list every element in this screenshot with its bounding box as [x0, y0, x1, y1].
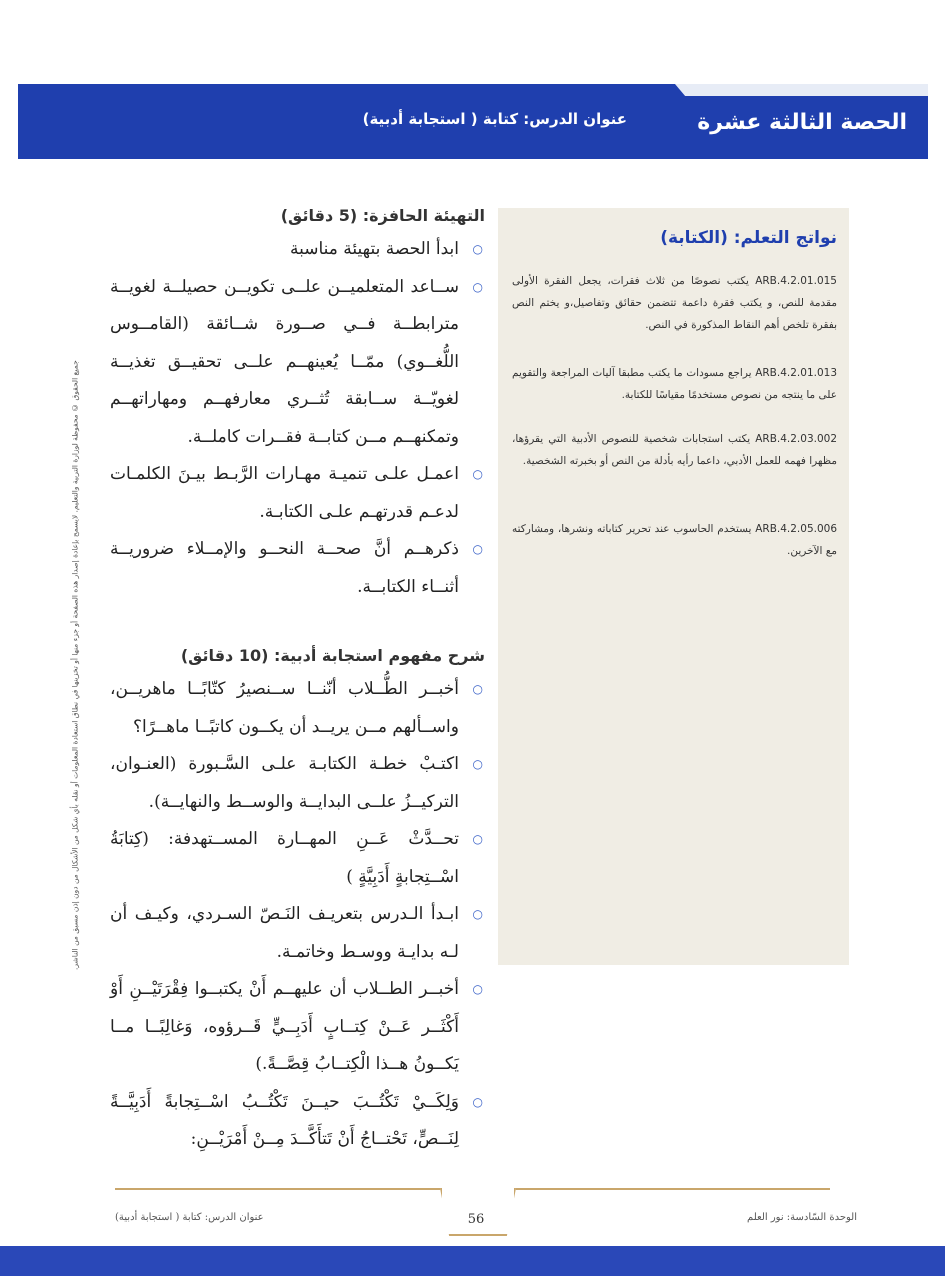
- outcome-item: [512, 518, 837, 562]
- footer-lesson: عنوان الدرس: كتابة ( استجابة أدبية): [115, 1212, 264, 1223]
- ring-bullet-icon: ○: [472, 832, 483, 846]
- list-item: [110, 896, 485, 971]
- outcome-code: ARB.4.2.01.013: [755, 367, 837, 379]
- list-item: [110, 531, 485, 606]
- explain-list: [110, 671, 485, 1159]
- ring-bullet-icon: ○: [472, 907, 483, 921]
- warmup-list: [110, 231, 485, 606]
- outcome-code: ARB.4.2.01.015: [755, 275, 837, 287]
- ring-bullet-icon: ○: [472, 982, 483, 996]
- explain-section: [110, 646, 485, 1159]
- outcome-text: يراجع مسودات ما يكتب مطبقا آليات المراجعة والتقويم على ما ينتجه من نصوص مستخدمًا مقياسًا للكتابة.: [512, 367, 837, 401]
- outcome-item: [512, 270, 837, 336]
- ring-bullet-icon: ○: [472, 279, 483, 294]
- header-banner-accent: [675, 84, 928, 96]
- outcome-text: يستخدم الحاسوب عند تحرير كتاباته ونشرها، ومشاركته مع الآخرين.: [512, 523, 837, 557]
- ring-bullet-icon: ○: [472, 242, 483, 256]
- list-item: [110, 671, 485, 746]
- page-number: 56: [467, 1212, 485, 1227]
- session-title: الحصة الثالثة عشرة: [697, 110, 907, 135]
- outcome-code: ARB.4.2.03.002: [755, 433, 838, 445]
- ring-bullet-icon: ○: [472, 757, 483, 771]
- list-item: [110, 231, 485, 269]
- list-item: [110, 821, 485, 896]
- list-item-text: اكتـبْ خطـة الكتابـة علـى السَّـبورة (العنـوان، التركيــزُ علــى البدايــة والوســط والنهايــة).: [110, 754, 459, 812]
- learning-outcomes-title: نواتج التعلم: (الكتابة): [660, 228, 837, 248]
- list-item-text: أخبــر الطُّــلاب أنّنــا ســنصيرُ كتّابًــا ماهريــن، واســألهم مــن يريــد أن يكــون كاتبًــا ماهــرًا؟: [110, 679, 459, 737]
- ring-bullet-icon: ○: [472, 1094, 483, 1109]
- outcome-text: يكتب نصوصًا من ثلاث فقرات، يجعل الفقرة الأولى مقدمة للنص، و يكتب فقرة داعمة تتضمن حقائق وتفاصيل،و يختم النص بفقرة تلخص أهم النقاط المذكورة في النص.: [512, 275, 837, 331]
- outcome-code: ARB.4.2.05.006: [755, 523, 838, 535]
- footer-unit: الوحدة السّادسة: نور العلم: [747, 1212, 857, 1223]
- warmup-minutes: (5 دقائق): [280, 206, 358, 225]
- list-item: [110, 269, 485, 457]
- explain-heading: [110, 646, 485, 665]
- ring-bullet-icon: ○: [472, 467, 483, 481]
- list-item-text: اعمـل علـى تنميـة مهـارات الرَّبـط بيـنَ الكلمـات لدعـم قدرتهـم علـى الكتابـة.: [110, 464, 459, 522]
- list-item-text: ابـدأ الـدرس بتعريـف النَـصّ السـردي، وكيـف أن لـه بدايـة ووسـط وخاتمـة.: [110, 904, 459, 962]
- list-item-text: ابدأ الحصة بتهيئة مناسبة: [289, 239, 459, 259]
- lesson-title: عنوان الدرس: كتابة ( استجابة أدبية): [362, 110, 627, 128]
- ring-bullet-icon: ○: [472, 542, 483, 556]
- list-item: [110, 971, 485, 1084]
- list-item-text: ســاعد المتعلميــن علــى تكويــن حصيلــة لغويــة مترابطــة فــي صــورة شــائقة (القامــوس اللُّغــوي) ممّــا يُعينهــم علــى تحقيــق تغذيــة لغويّــة ســابقة تُثــري معارفهــم ومهاراتهــم وتمكنهــم مــن كتابــة فقــرات كاملــة.: [110, 276, 459, 447]
- list-item-text: تحــدَّثْ عَــنِ المهــارة المســتهدفة: (كِتابَةُ اسْــتِجابةٍ أَدَبِيَّةٍ ): [110, 829, 459, 887]
- list-item: [110, 456, 485, 531]
- warmup-heading: [110, 206, 485, 225]
- warmup-section: [110, 206, 485, 606]
- ring-bullet-icon: ○: [472, 682, 483, 696]
- bottom-band: [0, 1246, 945, 1276]
- outcome-item: [512, 428, 837, 472]
- outcome-text: يكتب استجابات شخصية للنصوص الأدبية التي يقرؤها، مظهرا فهمه للعمل الأدبي، داعما رأيه بأدلة من النص أو بخبرته الشخصية.: [512, 433, 837, 467]
- outcome-item: [512, 362, 837, 406]
- list-item-text: ذكرهــم أنَّ صحــة النحــو والإمــلاء ضروريــة أثنــاء الكتابــة.: [110, 539, 459, 597]
- copyright-note: جميع الحقوق © محفوظة لوزارة التربية والتعليم. لايسمح بإعادة إصدار هذه الصفحة أو جزء منها أو تخزينها في نطاق استعادة المعلومات أو نقله بأي شكل من الأشكال من دون إذن مسبق من الناشر.: [70, 360, 80, 970]
- explain-minutes: (10 دقائق): [180, 646, 269, 665]
- list-item-text: وَلِكَــيْ تَكْتُــبَ حيــنَ تَكْتُــبُ اسْــتِجابةً أَدَبِيَّــةً لِنَــصٍّ، تَحْتــاجُ أَنْ تَتأَكَّــدَ مِــنْ أَمْرَيْــنِ:: [110, 1091, 459, 1149]
- list-item: [110, 1084, 485, 1159]
- list-item: [110, 746, 485, 821]
- warmup-heading-label: التهيئة الحافزة:: [362, 206, 485, 225]
- list-item-text: أخبــر الطــلاب أن عليهــم أَنْ يكتبــوا فِقْرَتَيْــنِ أَوْ أَكْثَــر عَــنْ كِتــابٍ أَدَبِــيٍّ قَــرؤوه، وَغالِبًــا مــا يَكــونُ هــذا الْكِتــابُ قِصَّــةً.): [110, 979, 459, 1074]
- explain-heading-label: شرح مفهوم استجابة أدبية:: [273, 646, 485, 665]
